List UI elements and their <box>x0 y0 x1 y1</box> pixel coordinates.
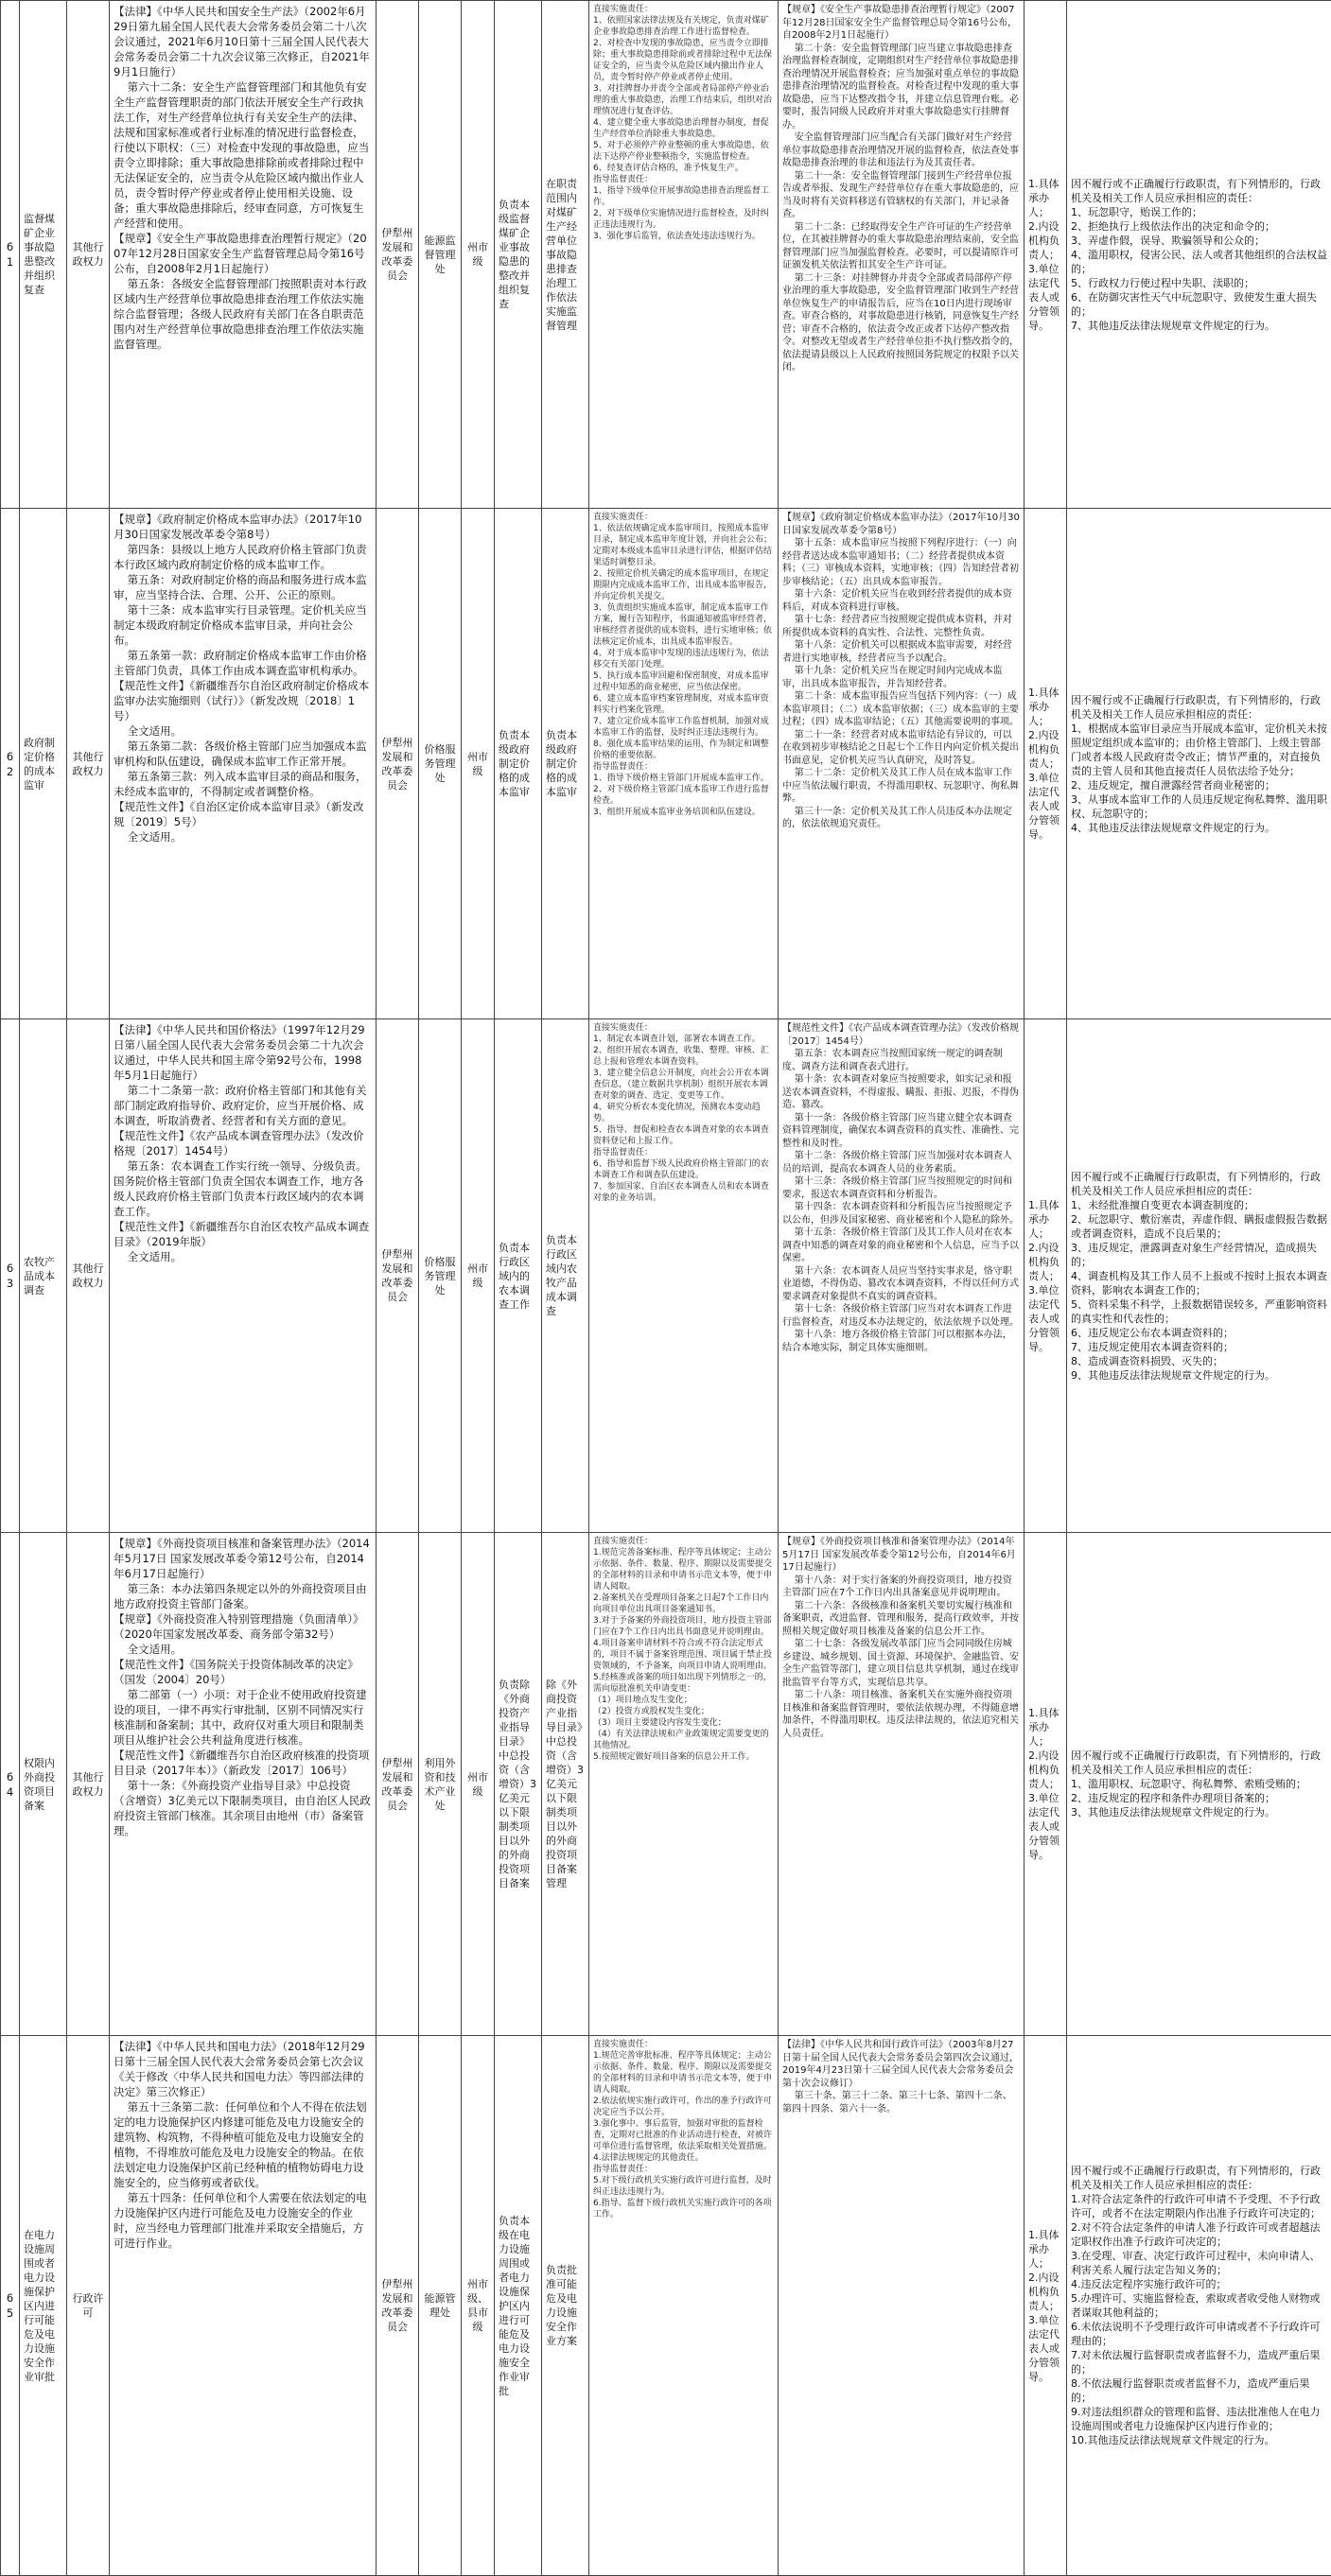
jurisdiction-level: 州市级、县市级 <box>462 2036 495 2576</box>
power-content: 负责本级政府制定价格的成本监审 <box>495 509 542 1019</box>
jurisdiction-level: 州市级 <box>462 1019 495 1533</box>
accountability-situations: 因不履行或不正确履行行政职责，有下列情形的，行政机关及相关工作人员应承担相应的责任： 1.对符合法定条件的行政许可申请不予受理、不予行政许可，或者不在法定期限内作出准予行政许可决定的； 2.对不符合法定条件的申请人准予行政许可或者超越法定职权作出准予行政许可决定的； 3.在受理、审查、决定行政许可过程中，未向申请人、利害关系人履行法定告知义务的； 4.违反法定程序实施行政许可的； 5.办理许可、实施监督检查，索取或者收受他人财物或者谋取其他利益的； 6.未依法说明不予受理行政许可申请或者不予行政许可理由的； 7.对未依法履行监督职责或者监督不力，造成严重后果的； 8.不依法履行监督职责或者监督不力，造成严重后果的； 9.对违法组织群众的管理和监督、违法批准他人在电力设施周围或者电力设施保护区内进行作业的； 10.其他违反法律法规规章文件规定的行为。 <box>1067 2036 1331 2576</box>
power-content: 负责本级在电力设施周围或者电力设施保护区内进行可能危及电力设施安全作业审批 <box>495 2036 542 2576</box>
implementing-department: 伊犁州发展和改革委员会 <box>377 1019 419 1533</box>
responsibility-items: 直接实施责任： 1、制定农本调查计划，部署农本调查工作。 2、组织开展农本调查，收集、整理、审核、汇总上报和管理农本调查资料。 3、建立健全信息公开制度，向社会公开农本调查信息，（建立数据共享机制）组织开展农本调查对象的调查、选定、变更等工作。 4、研究分析农本变化情况，预测农本变动趋势。 5、指导、督促和检查农本调查对象的农本调查资料登记和上报工作。 指导监督责任： 6、指导和监督下级人民政府价格主管部门的农本调查工作和调查队伍建设。 7、参加国家、自治区农本调查人员和农本调查对象的业务培训。 <box>589 1019 779 1533</box>
accountability-situations: 因不履行或不正确履行行政职责，有下列情形的，行政机关及相关工作人员应承担相应的责任： 1、滥用职权、玩忽职守、徇私舞弊、索贿受贿的； 2、违反规定的程序和条件办理项目备案的； 3、其他违反法律法规规章文件规定的行为。 <box>1067 1533 1331 2036</box>
power-type: 行政许可 <box>67 2036 110 2576</box>
responsible-office: 能源管理处 <box>419 2036 462 2576</box>
implementing-department: 伊犁州发展和改革委员会 <box>377 2036 419 2576</box>
accountability-situations: 因不履行或不正确履行行政职责，有下列情形的，行政机关及相关工作人员应承担相应的责任： 1、根据成本监审目录应当开展成本监审，定价机关未按照规定组织成本监审的；由价格主管部门、上级主管部门或者本级人民政府责令改正；情节严重的，对直接负责的主管人员和其他直接责任人员依法给予处分； 2、违反规定，擅自泄露经营者商业秘密的； 3、从事成本监审工作的人员违反规定徇私舞弊、滥用职权、玩忽职守的； 4、其他违反法律法规规章文件规定的行为。 <box>1067 509 1331 1019</box>
power-name: 监督煤矿企业事故隐患整改并组织复查 <box>20 1 67 509</box>
row-number: 63 <box>1 1019 20 1533</box>
responsibility-scope: 负责本级政府制定价格的成本监审 <box>542 509 589 1019</box>
legal-basis: 【法律】《中华人民共和国价格法》（1997年12月29日第八届全国人民代表大会常务委员会第二十九次会议通过，中华人民共和国主席令第92号公布，1998年5月1日起施行） 第二十二条第一款：政府价格主管部门和其他有关部门制定政府指导价、政府定价，应当开展价格、成本调查，听取消费者、经营者和有关方面的意见。 【规范性文件】《农产品成本调查管理办法》（发改价格规〔2017〕1454号） 第五条：农本调查工作实行统一领导、分级负责。国务院价格主管部门负责全国农本调查工作，地方各级人民政府价格主管部门负责本行政区域内的农本调查工作。 【规范性文件】《新疆维吾尔自治区农牧产品成本调查目录》（2019年版） 全文适用。 <box>110 1019 377 1533</box>
responsible-persons: 1.具体承办人； 2.内设机构负责人； 3.单位法定代表人或分管领导。 <box>1025 509 1067 1019</box>
jurisdiction-level: 州市级 <box>462 1 495 509</box>
implementing-department: 伊犁州发展和改革委员会 <box>377 1533 419 2036</box>
table-row <box>1 1019 1331 1533</box>
table-row <box>1 1 1331 509</box>
legal-basis: 【规章】《政府制定价格成本监审办法》（2017年10月30日国家发展改革委令第8号） 第四条：县级以上地方人民政府价格主管部门负责本行政区域内政府制定价格的成本监审工作。 第五条：对政府制定价格的商品和服务进行成本监审，应当坚持合法、合理、公开、公正的原则。 第十三条：成本监审实行目录管理。定价机关应当制定本级政府制定价格成本监审目录，并向社会公布。 第五条第一款：政府制定价格成本监审工作由价格主管部门负责，具体工作由成本调查监审机构承办。 【规范性文件】《新疆维吾尔自治区政府制定价格成本监审办法实施细则（试行）》（新发改规〔2018〕1号） 全文适用。 第五条第二款：各级价格主管部门应当加强成本监审机构和队伍建设，确保成本监审工作正常开展。 第五条第三款：列入成本监审目录的商品和服务，未经成本监审的，不得制定或者调整价格。 【规范性文件】《自治区定价成本监审目录》（新发改规〔2019〕5号） 全文适用。 <box>110 509 377 1019</box>
responsibility-items: 直接实施责任： 1、依法依规确定成本监审项目，按照成本监审目录，制定成本监审年度计划，并向社会公布；定期对本级成本监审目录进行评估，根据评估结果适时调整目录。 2、按照定价机关确定的成本监审项目，在规定期限内完成成本监审工作，出具成本监审报告，并向定价机关提交。 3、负责组织实施成本监审，制定成本监审工作方案，履行告知程序，书面通知被监审经营者，审核经营者提供的成本资料，进行实地审核；依法核定定价成本，出具成本监审报告。 4、对于成本监审中发现的违法违规行为，依法移交有关部门处理。 5、执行成本监审回避和保密制度，对成本监审过程中知悉的商业秘密，应当依法保密。 6、建立成本监审档案管理制度，对成本监审资料实行档案化管理。 7、建立定价成本监审工作监督机制，加强对成本监审工作的监督，及时纠正违法违规行为。 8、强化成本监审结果的运用，作为制定和调整价格的重要依据。 指导监督责任： 1、指导下级价格主管部门开展成本监审工作。 2、对下级价格主管部门成本监审工作进行监督检查。 3、组织开展成本监审业务培训和队伍建设。 <box>589 509 779 1019</box>
table-row <box>1 509 1331 1019</box>
table-row <box>1 2036 1331 2576</box>
responsible-office: 价格服务管理处 <box>419 1019 462 1533</box>
row-number: 62 <box>1 509 20 1019</box>
related-provisions: 【规章】《政府制定价格成本监审办法》（2017年10月30日国家发展改革委令第8号） 第十五条：成本监审应当按照下列程序进行：（一）向经营者送达成本监审通知书；（二）经营者提供成本资料；（三）审核成本资料，实地审核；（四）告知经营者初步审核结论；（五）出具成本监审报告。 第十六条：定价机关应当在收到经营者提供的成本资料后，对成本资料进行审核。 第十七条：经营者应当按照规定提供成本资料，并对所提供成本资料的真实性、合法性、完整性负责。 第十八条：定价机关可以根据成本监审需要，对经营者进行实地审核，经营者应当予以配合。 第十九条：定价机关应当在规定时间内完成成本监审，出具成本监审报告，并告知经营者。 第二十条：成本监审报告应当包括下列内容：（一）成本监审项目；（二）成本监审依据；（三）成本监审的主要过程；（四）成本监审结论；（五）其他需要说明的事项。 第二十一条：经营者对成本监审结论有异议的，可以在收到初步审核结论之日起七个工作日内向定价机关提出书面意见，定价机关应当认真研究，及时答复。 第二十二条：定价机关及其工作人员在成本监审工作中应当依法履行职责，不得滥用职权、玩忽职守、徇私舞弊。 第三十一条：定价机关及其工作人员违反本办法规定的，依法依规追究责任。 <box>779 509 1025 1019</box>
jurisdiction-level: 州市级 <box>462 509 495 1019</box>
responsibility-items: 直接实施责任： 1.规范完善审批标准、程序等具体规定；主动公示依据、条件、数量、程序、期限以及需要提交的全部材料的目录和申请书示范文本等，便于申请人阅取。 2.依法依规实施行政许可，作出的准予行政许可决定应当予以公开。 3.强化事中、事后监管，加强对审批的监督检查，定期对已批准的作业活动进行检查，对被许可单位进行监督管理，依法采取相关处置措施。 4.法律法规规定的其他责任。 指导监督责任： 5.对下级行政机关实施行政许可进行监督，及时纠正违法违规行为。 6.指导、监督下级行政机关实施行政许可的各项工作。 <box>589 2036 779 2576</box>
power-name: 权限内外商投资项目备案 <box>20 1533 67 2036</box>
jurisdiction-level: 州市级 <box>462 1533 495 2036</box>
accountability-situations: 因不履行或不正确履行行政职责，有下列情形的，行政机关及相关工作人员应承担相应的责任： 1、未经批准擅自变更农本调查制度的； 2、玩忽职守、敷衍塞责，弄虚作假、瞒报虚假报告数据或者调查资料，造成不良后果的； 3、违反规定，泄露调查对象生产经营情况，造成损失的； 4、调查机构及其工作人员不上报或不按时上报农本调查资料，影响农本调查工作的； 5、资料采集不科学，上报数据错误较多，严重影响资料的真实性和代表性的； 6、违反规定公布农本调查资料的； 7、违反规定使用农本调查资料的； 8、造成调查资料损毁、灭失的； 9、其他违反法律法规规章文件规定的行为。 <box>1067 1019 1331 1533</box>
power-type: 其他行政权力 <box>67 1 110 509</box>
responsible-persons: 1.具体承办人； 2.内设机构负责人； 3.单位法定代表人或分管领导。 <box>1025 1 1067 509</box>
responsible-persons: 1.具体承办人； 2.内设机构负责人； 3.单位法定代表人或分管领导。 <box>1025 1533 1067 2036</box>
responsibility-items: 直接实施责任： 1.规范完善备案标准、程序等具体规定；主动公示依据、条件、数量、程序、期限以及需要提交的全部材料的目录和申请书示范文本等，便于申请人阅取。 2.备案机关在受理项目备案之日起7个工作日内向项目单位出具项目备案通知书。 3.对于予备案的外商投资项目，地方投资主管部门应在7个工作日内出具书面意见并说明理由。 4.项目备案申请材料不符合或不符合法定形式的，项目不属于备案管理范围、项目属于禁止投资领域的，不予备案，向项目申请人说明理由。 5.经核准或备案的项目如出现下列情形之一的，需向原批准机关申请变更： （1）项目地点发生变化； （2）投资方或股权发生变化； （3）项目主要建设内容发生变化； （4）有关法律法规和产业政策规定需要变更的其他情况。 5.按照规定做好项目备案的信息公开工作。 <box>589 1533 779 2036</box>
legal-basis: 【法律】《中华人民共和国电力法》（2018年12月29日第十三届全国人民代表大会常务委员会第七次会议《关于修改〈中华人民共和国电力法〉等四部法律的决定》第三次修正） 第五十三条第二款：任何单位和个人不得在依法划定的电力设施保护区内修建可能危及电力设施安全的建筑物、构筑物，不得种植可能危及电力设施安全的植物，不得堆放可能危及电力设施安全的物品。在依法划定电力设施保护区前已经种植的植物妨碍电力设施安全的，应当修剪或者砍伐。 第五十四条：任何单位和个人需要在依法划定的电力设施保护区内进行可能危及电力设施安全的作业时，应当经电力管理部门批准并采取安全措施后，方可进行作业。 <box>110 2036 377 2576</box>
power-type: 其他行政权力 <box>67 1533 110 2036</box>
accountability-situations: 因不履行或不正确履行行政职责，有下列情形的，行政机关及相关工作人员应承担相应的责任： 1、玩忽职守，贻误工作的； 2、拒绝执行上级依法作出的决定和命令的； 3、弄虚作假，误导、欺骗领导和公众的； 4、滥用职权，侵害公民、法人或者其他组织的合法权益的； 5、行政权力行使过程中失职、渎职的； 6、在防御灾害性天气中玩忽职守、致使发生重大损失的； 7、其他违反法律法规规章文件规定的行为。 <box>1067 1 1331 509</box>
power-type: 其他行政权力 <box>67 509 110 1019</box>
power-content: 负责本行政区域内的农本调查工作 <box>495 1019 542 1533</box>
legal-basis: 【规章】《外商投资项目核准和备案管理办法》（2014年5月17日 国家发展改革委令第12号公布，自2014年6月17日起施行） 第三条：本办法第四条规定以外的外商投资项目由地方政府投资主管部门备案。 【规章】《外商投资准入特别管理措施（负面清单）》（2020年国家发展改革委、商务部令第32号） 全文适用。 【规范性文件】《国务院关于投资体制改革的决定》（国发〔2004〕20号） 第二部第（一）小项：对于企业不使用政府投资建设的项目，一律不再实行审批制，区别不同情况实行核准制和备案制；其中，政府仅对重大项目和限制类项目从维护社会公共利益角度进行核准。 【规范性文件】《新疆维吾尔自治区政府核准的投资项目目录（2017年本）》（新政发〔2017〕106号） 第十一条：《外商投资产业指导目录》中总投资（含增资）3亿美元以下限制类项目，由自治区人民政府投资主管部门核准。其余项目由地州（市）备案管理。 <box>110 1533 377 2036</box>
row-number: 65 <box>1 2036 20 2576</box>
responsibility-scope: 在职责范围内对煤矿生产经营单位事故隐患排查治理工作依法实施监督管理 <box>542 1 589 509</box>
related-provisions: 【法律】《中华人民共和国行政许可法》（2003年8月27日第十届全国人民代表大会常务委员会第四次会议通过，2019年4月23日第十三届全国人民代表大会常务委员会第十次会议修订） 第三十条、第三十二条、第三十七条、第四十二条、第四十四条、第六十一条。 <box>779 2036 1025 2576</box>
responsibility-scope: 负责本行政区域内农牧产品成本调查 <box>542 1019 589 1533</box>
implementing-department: 伊犁州发展和改革委员会 <box>377 509 419 1019</box>
row-number: 61 <box>1 1 20 509</box>
responsible-office: 价格服务管理处 <box>419 509 462 1019</box>
power-type: 其他行政权力 <box>67 1019 110 1533</box>
power-content: 负责本级监督煤矿企业事故隐患的整改并组织复查 <box>495 1 542 509</box>
responsible-persons: 1.具体承办人； 2.内设机构负责人； 3.单位法定代表人或分管领导。 <box>1025 2036 1067 2576</box>
power-content: 负责除《外商投资产业指导目录》中总投资（含增资）3亿美元以下限制类项目以外的外商投资项目备案 <box>495 1533 542 2036</box>
legal-basis: 【法律】《中华人民共和国安全生产法》（2002年6月29日第九届全国人民代表大会常务委员会第二十八次会议通过，2021年6月10日第十三届全国人民代表大会常务委员会第二十九次会议第三次修正，自2021年9月1日施行） 第六十二条：安全生产监督管理部门和其他负有安全生产监督管理职责的部门依法开展安全生产行政执法工作，对生产经营单位执行有关安全生产的法律、法规和国家标准或者行业标准的情况进行监督检查，行使以下职权：（三）对检查中发现的事故隐患，应当责令立即排除；重大事故隐患排除前或者排除过程中无法保证安全的，应当责令从危险区域内撤出作业人员，责令暂时停产停业或者停止使用相关设施、设备；重大事故隐患排除后，经审查同意，方可恢复生产经营和使用。 【规章】《安全生产事故隐患排查治理暂行规定》（2007年12月28日国家安全生产监督管理总局令第16号公布，自2008年2月1日起施行） 第五条：各级安全监督管理部门按照职责对本行政区域内生产经营单位事故隐患排查治理工作依法实施综合监督管理；各级人民政府有关部门在各自职责范围内对生产经营单位事故隐患排查治理工作依法实施监督管理。 <box>110 1 377 509</box>
related-provisions: 【规章】《外商投资项目核准和备案管理办法》（2014年5月17日 国家发展改革委令第12号公布，自2014年6月17日起施行） 第十八条：对于实行备案的外商投资项目，地方投资主管部门应在7个工作日内出具备案意见并说明理由。 第二十六条：各级核准和备案机关要切实履行核准和备案职责，改进监督、管理和服务，提高行政效率，并按照相关规定做好项目核准及备案的信息公开工作。 第二十七条：各级发展改革部门应当会同同级住房城乡建设、城乡规划、国土资源、环境保护、金融监管、安全生产监管等部门，建立项目信息共享机制，通过在线审批监管平台等方式，实现信息共享。 第二十八条：项目核准、备案机关在实施外商投资项目核准和备案监督管理时，要依法依规办理，不得随意增加条件，不得滥用职权。违反法律法规的，依法追究相关人员责任。 <box>779 1533 1025 2036</box>
responsibility-items: 直接实施责任： 1、依照国家法律法规及有关规定，负责对煤矿企业事故隐患排查治理工作进行监督检查。 2、对检查中发现的事故隐患，应当责令立即排除；重大事故隐患排除前或者排除过程中无法保证安全的，应当责令从危险区域内撤出作业人员，责令暂时停产停业或者停止使用。 3、对挂牌督办并责令全部或者局部停产停业治理的重大事故隐患，治理工作结束后，组织对治理情况进行复查评估。 4、建立健全重大事故隐患治理督办制度，督促生产经营单位消除重大事故隐患。 5、对于必须停产停业整顿的重大事故隐患，依法下达停产停业整顿指令，实施监督检查。 6、经复查评估合格的，准予恢复生产。 指导监督责任： 1、指导下级单位开展事故隐患排查治理监督工作。 2、对下级单位实施情况进行监督检查，及时纠正违法违规行为。 3、强化事后监管，依法查处违法违规行为。 <box>589 1 779 509</box>
implementing-department: 伊犁州发展和改革委员会 <box>377 1 419 509</box>
power-name: 政府制定价格的成本监审 <box>20 509 67 1019</box>
row-number: 64 <box>1 1533 20 2036</box>
responsible-office: 利用外资和技术产业处 <box>419 1533 462 2036</box>
related-provisions: 【规范性文件】《农产品成本调查管理办法》（发改价格规〔2017〕1454号） 第五条：农本调查应当按照国家统一规定的调查制度、调查方法和调查表式进行。 第十条：农本调查对象应当按照要求，如实记录和报送农本调查资料，不得虚报、瞒报、拒报、迟报，不得伪造、篡改。 第十一条：各级价格主管部门应当建立健全农本调查资料管理制度，确保农本调查资料的真实性、准确性、完整性和及时性。 第十二条：各级价格主管部门应当加强对农本调查人员的培训，提高农本调查人员的业务素质。 第十三条：各级价格主管部门应当按照规定的时间和要求，报送农本调查资料和分析报告。 第十四条：农本调查资料和分析报告应当按照规定予以公布，但涉及国家秘密、商业秘密和个人隐私的除外。 第十五条：各级价格主管部门及其工作人员对在农本调查中知悉的调查对象的商业秘密和个人信息，应当予以保密。 第十六条：农本调查人员应当坚持实事求是，恪守职业道德，不得伪造、篡改农本调查资料，不得以任何方式要求调查对象提供不真实的调查资料。 第十七条：各级价格主管部门应当对农本调查工作进行监督检查，对违反本办法规定的，依法依规予以处理。 第十八条：地方各级价格主管部门可以根据本办法，结合本地实际，制定具体实施细则。 <box>779 1019 1025 1533</box>
related-provisions: 【规章】《安全生产事故隐患排查治理暂行规定》（2007年12月28日国家安全生产监督管理总局令第16号公布，自2008年2月1日起施行） 第二十条：安全监督管理部门应当建立事故隐患排查治理监督检查制度，定期组织对生产经营单位事故隐患排查治理情况开展监督检查；应当加强对重点单位的事故隐患排查治理情况的监督检查。对检查过程中发现的重大事故隐患，应当下达整改指令书，并建立信息管理台账。必要时，报告同级人民政府并对重大事故隐患实行挂牌督办。 安全监督管理部门应当配合有关部门做好对生产经营单位事故隐患排查治理情况开展的监督检查，依法查处事故隐患排查治理的非法和违法行为及其责任者。 第二十一条：安全监督管理部门接到生产经营单位报告或者举报、发现生产经营单位存在重大事故隐患的，应当及时将有关资料移送有管辖权的有关部门，并记录备查。 第二十二条：已经取得安全生产许可证的生产经营单位，在其被挂牌督办的重大事故隐患治理结束前，安全监督管理部门应当加强监督检查。必要时，可以提请原许可证颁发机关依法暂扣其安全生产许可证。 第二十三条：对挂牌督办并责令全部或者局部停产停业治理的重大事故隐患，安全监督管理部门收到生产经营单位恢复生产的申请报告后，应当在10日内进行现场审查。审查合格的，对事故隐患进行核销，同意恢复生产经营；审查不合格的，依法责令改正或者下达停产整改指令。对整改无望或者生产经营单位拒不执行整改指令的，依法提请县级以上人民政府按照国务院规定的权限予以关闭。 <box>779 1 1025 509</box>
power-name: 在电力设施周围或者电力设施保护区内进行可能危及电力设施安全作业审批 <box>20 2036 67 2576</box>
responsibility-scope: 除《外商投资产业指导目录》中总投资（含增资）3亿美元以下限制类项目以外的外商投资项目备案管理 <box>542 1533 589 2036</box>
power-name: 农牧产品成本调查 <box>20 1019 67 1533</box>
responsible-office: 能源监督管理处 <box>419 1 462 509</box>
responsible-persons: 1.具体承办人； 2.内设机构负责人； 3.单位法定代表人或分管领导。 <box>1025 1019 1067 1533</box>
table-row <box>1 1533 1331 2036</box>
responsibility-scope: 负责批准可能危及电力设施安全作业方案 <box>542 2036 589 2576</box>
